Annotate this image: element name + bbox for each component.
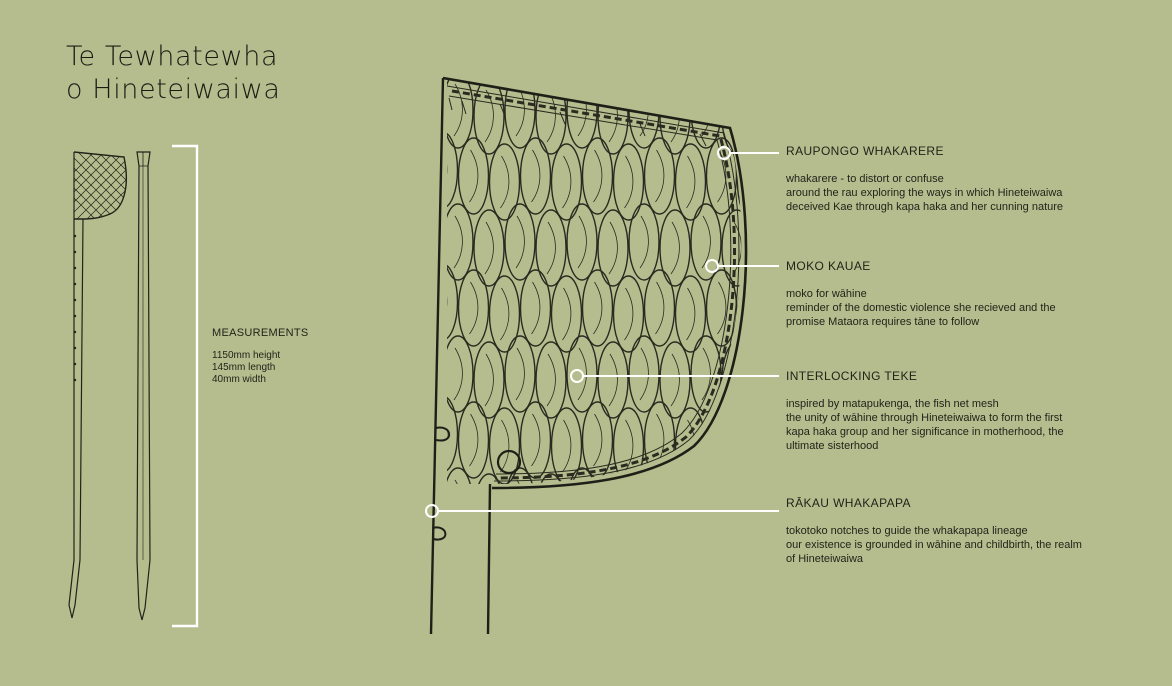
teke-scale-line — [764, 480, 772, 532]
teke-scale — [567, 468, 597, 544]
teke-scale — [629, 468, 659, 544]
teke-scale — [691, 336, 721, 412]
teke-scale — [412, 66, 442, 142]
teke-scale-line — [640, 216, 648, 268]
teke-scale — [521, 138, 551, 214]
teke-scale — [738, 540, 768, 616]
teke-scale — [428, 0, 458, 76]
teke-scale-line — [718, 414, 726, 466]
teke-scale-line — [764, 348, 772, 400]
teke-scale-line — [718, 18, 726, 70]
teke-scale — [490, 276, 520, 352]
teke-scale — [629, 600, 659, 676]
teke-scale — [412, 198, 442, 274]
teke-scale — [598, 342, 628, 418]
annotation-line: inspired by matapukenga, the fish net mesh — [786, 398, 999, 410]
teke-scale — [722, 606, 752, 682]
teke-scale — [676, 408, 706, 484]
shaft-line-right — [488, 484, 490, 634]
teke-scale-line — [671, 618, 679, 670]
teke-scale — [536, 606, 566, 682]
teke-scale-line — [470, 414, 478, 466]
teke-scale — [474, 342, 504, 418]
teke-scale-line — [470, 18, 478, 70]
large-blade — [412, 0, 799, 682]
teke-scale-line — [702, 84, 710, 136]
teke-scale — [629, 204, 659, 280]
teke-scale-line — [485, 222, 493, 274]
teke-scale-line — [640, 612, 648, 664]
teke-scale — [738, 12, 768, 88]
marker-teke — [571, 370, 583, 382]
shaft-line-left — [431, 78, 443, 634]
teke-scale-line — [749, 552, 757, 604]
teke-scale-line — [578, 84, 586, 136]
teke-scale — [567, 72, 597, 148]
teke-scale-line — [594, 282, 602, 334]
teke-scale — [660, 606, 690, 682]
teke-scale-line — [563, 288, 571, 340]
teke-scale-line — [532, 546, 540, 598]
teke-scale-line — [501, 552, 509, 604]
teke-scale-line — [702, 612, 710, 664]
teke-scale-line — [516, 612, 524, 664]
teke-scale — [474, 210, 504, 286]
teke-scale — [629, 336, 659, 412]
teke-scale — [614, 12, 644, 88]
teke-scale-line — [470, 546, 478, 598]
teke-scale-line — [454, 348, 462, 400]
teke-scale-line — [547, 618, 555, 670]
teke-scale — [505, 600, 535, 676]
measurement-length: 145mm length — [212, 362, 276, 373]
teke-scale-line — [640, 480, 648, 532]
teke-scale — [443, 336, 473, 412]
teke-scale-line — [749, 288, 757, 340]
teke-scale-line — [563, 420, 571, 472]
teke-scale-line — [671, 354, 679, 406]
teke-scale — [645, 6, 675, 82]
teke-scale-line — [764, 216, 772, 268]
teke-scale — [567, 600, 597, 676]
leader-lines — [426, 147, 779, 517]
teke-scale — [412, 594, 442, 670]
teke-scale-line — [578, 612, 586, 664]
teke-scale — [505, 468, 535, 544]
teke-scale — [753, 204, 783, 280]
teke-scale-line — [532, 414, 540, 466]
annotation-teke — [786, 369, 1156, 453]
annotation-line: tokotoko notches to guide the whakapapa lineage — [786, 525, 1028, 537]
teke-scale-line — [594, 150, 602, 202]
annotation-line: ultimate sisterhood — [786, 440, 879, 452]
title-line-1: Te Tewhatewha — [66, 41, 279, 72]
teke-scale — [660, 210, 690, 286]
annotation-raupongo — [786, 144, 1156, 214]
measurements-heading: MEASUREMENTS — [212, 327, 309, 339]
teke-scale-line — [594, 546, 602, 598]
teke-scale — [521, 534, 551, 610]
teke-scale-line — [578, 216, 586, 268]
teke-scale-line — [687, 156, 695, 208]
teke-scale — [505, 72, 535, 148]
teke-scale — [660, 342, 690, 418]
teke-scale — [691, 600, 721, 676]
teke-scale-line — [516, 348, 524, 400]
teke-scale — [443, 204, 473, 280]
annotation-line: reminder of the domestic violence she recieved and the — [786, 302, 1056, 314]
teke-scale — [474, 78, 504, 154]
teke-scale-line — [578, 480, 586, 532]
teke-scale-line — [594, 414, 602, 466]
teke-scale-line — [470, 150, 478, 202]
teke-scale — [753, 72, 783, 148]
teke-scale — [459, 534, 489, 610]
teke-scale-line — [625, 24, 633, 76]
teke-scale-line — [609, 222, 617, 274]
teke-scale-line — [671, 90, 679, 142]
teke-scale-line — [733, 618, 741, 670]
teke-scale-line — [423, 210, 431, 262]
teke-scale — [583, 534, 613, 610]
teke-scale — [614, 276, 644, 352]
teke-scale-line — [501, 420, 509, 472]
teke-mesh — [412, 0, 799, 682]
teke-scale-line — [764, 84, 772, 136]
teke-scale — [707, 402, 737, 478]
measurement-height: 1150mm height — [212, 350, 281, 361]
annotation-heading: RAUPONGO WHAKARERE — [786, 144, 944, 158]
teke-scale — [676, 276, 706, 352]
teke-scale — [645, 138, 675, 214]
teke-scale-line — [671, 222, 679, 274]
teke-scale-line — [749, 24, 757, 76]
teke-scale — [459, 270, 489, 346]
teke-scale-line — [687, 24, 695, 76]
teke-scale — [521, 402, 551, 478]
teke-scale-line — [439, 276, 447, 328]
teke-scale — [707, 534, 737, 610]
measurements-block — [212, 327, 309, 386]
teke-scale — [614, 144, 644, 220]
teke-scale-line — [687, 552, 695, 604]
teke-scale-line — [656, 282, 664, 334]
teke-scale — [490, 540, 520, 616]
teke-scale — [738, 408, 768, 484]
teke-scale — [676, 540, 706, 616]
teke-scale — [645, 534, 675, 610]
teke-scale-line — [454, 216, 462, 268]
marker-moko — [706, 260, 718, 272]
teke-scale — [428, 264, 458, 340]
teke-scale-line — [532, 282, 540, 334]
annotation-line: promise Mataora requires tāne to follow — [786, 316, 980, 328]
teke-scale — [707, 138, 737, 214]
teke-scale-line — [733, 90, 741, 142]
teke-scale-line — [501, 288, 509, 340]
teke-scale-line — [625, 156, 633, 208]
teke-scale — [614, 540, 644, 616]
teke-scale-line — [454, 480, 462, 532]
teke-scale — [443, 468, 473, 544]
annotation-line: moko for wāhine — [786, 288, 867, 300]
teke-scale — [490, 12, 520, 88]
teke-scale — [567, 204, 597, 280]
teke-scale — [521, 6, 551, 82]
front-view-weapon — [66, 110, 136, 618]
teke-scale-line — [439, 12, 447, 64]
teke-scale-line — [609, 90, 617, 142]
title-line-2: o Hineteiwaiwa — [66, 74, 281, 105]
teke-scale-line — [532, 18, 540, 70]
teke-scale-line — [656, 150, 664, 202]
teke-scale-line — [532, 150, 540, 202]
teke-scale-line — [563, 24, 571, 76]
teke-scale-line — [439, 540, 447, 592]
teke-scale — [583, 6, 613, 82]
teke-scale-line — [687, 288, 695, 340]
teke-scale — [521, 270, 551, 346]
teke-scale-line — [423, 342, 431, 394]
marker-rakau — [426, 505, 438, 517]
teke-scale-line — [470, 282, 478, 334]
teke-scale — [505, 204, 535, 280]
teke-scale — [443, 600, 473, 676]
annotation-line: the unity of wāhine through Hineteiwaiwa to form the first — [786, 412, 1063, 424]
teke-scale-line — [625, 288, 633, 340]
teke-scale — [645, 270, 675, 346]
teke-scale — [676, 12, 706, 88]
teke-scale — [552, 12, 582, 88]
teke-scale-line — [625, 552, 633, 604]
teke-scale — [552, 540, 582, 616]
teke-scale — [552, 408, 582, 484]
annotation-line: around the rau exploring the ways in which Hineteiwaiwa — [786, 187, 1063, 199]
teke-scale — [552, 276, 582, 352]
measurement-bracket — [172, 146, 197, 626]
teke-scale — [583, 270, 613, 346]
teke-scale-line — [501, 156, 509, 208]
teke-scale-line — [749, 156, 757, 208]
teke-scale — [428, 396, 458, 472]
teke-scale-line — [749, 420, 757, 472]
base-ring — [498, 451, 520, 473]
annotation-rakau — [786, 496, 1156, 566]
teke-scale — [459, 6, 489, 82]
teke-scale-line — [547, 222, 555, 274]
teke-scale-line — [656, 18, 664, 70]
teke-scale-line — [718, 546, 726, 598]
teke-scale-line — [702, 480, 710, 532]
teke-scale-line — [516, 216, 524, 268]
teke-scale — [459, 138, 489, 214]
teke-scale-line — [563, 552, 571, 604]
teke-scale — [552, 144, 582, 220]
teke-scale-line — [485, 354, 493, 406]
teke-scale-line — [702, 348, 710, 400]
teke-scale — [598, 210, 628, 286]
annotation-line: whakarere - to distort or confuse — [786, 173, 944, 185]
teke-scale-line — [609, 354, 617, 406]
teke-scale — [598, 606, 628, 682]
teke-scale — [753, 468, 783, 544]
teke-scale — [536, 342, 566, 418]
teke-scale — [753, 600, 783, 676]
teke-scale — [753, 336, 783, 412]
teke-scale-line — [656, 546, 664, 598]
teke-scale-line — [594, 18, 602, 70]
teke-scale-line — [547, 354, 555, 406]
teke-scale — [676, 144, 706, 220]
teke-scale — [490, 144, 520, 220]
teke-scale-line — [439, 408, 447, 460]
annotation-line: of Hineteiwaiwa — [786, 553, 864, 565]
teke-scale — [536, 210, 566, 286]
annotation-heading: INTERLOCKING TEKE — [786, 369, 918, 383]
teke-scale — [459, 402, 489, 478]
teke-scale-line — [563, 156, 571, 208]
teke-scale-line — [454, 612, 462, 664]
annotation-line: our existence is grounded in wāhine and childbirth, the realm — [786, 539, 1082, 551]
measurement-width: 40mm width — [212, 374, 266, 385]
teke-scale-line — [423, 78, 431, 130]
teke-scale-line — [780, 18, 788, 70]
teke-scale — [722, 210, 752, 286]
annotation-line: kapa haka group and her significance in motherhood, the — [786, 426, 1064, 438]
teke-scale — [707, 6, 737, 82]
teke-scale-line — [609, 618, 617, 670]
teke-scale — [769, 6, 799, 82]
teke-scale — [505, 336, 535, 412]
teke-scale-line — [764, 612, 772, 664]
teke-scale-line — [640, 348, 648, 400]
teke-scale — [583, 138, 613, 214]
teke-scale-line — [423, 474, 431, 526]
annotation-line: deceived Kae through kapa haka and her cunning nature — [786, 201, 1064, 213]
annotation-heading: RĀKAU WHAKAPAPA — [786, 496, 911, 510]
side-view-weapon — [137, 152, 150, 620]
teke-scale-line — [501, 24, 509, 76]
annotation-heading: MOKO KAUAE — [786, 259, 871, 273]
teke-scale — [691, 468, 721, 544]
annotation-moko — [786, 259, 1156, 329]
